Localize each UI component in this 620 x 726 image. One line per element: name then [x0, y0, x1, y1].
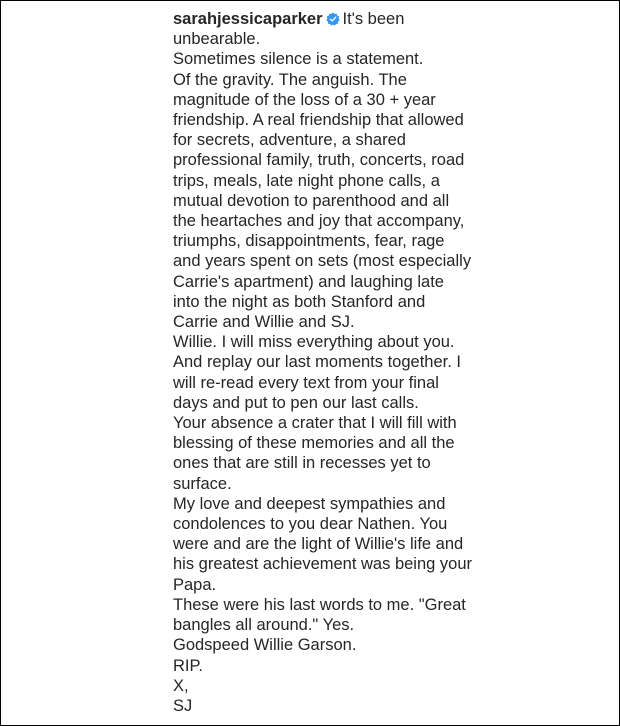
caption-line: And replay our last moments together. I	[173, 353, 461, 372]
caption-line: his greatest achievement was being your	[173, 555, 472, 574]
caption-line: X,	[173, 676, 189, 695]
caption-line: for secrets, adventure, a shared	[173, 131, 406, 150]
caption-line: triumphs, disappointments, fear, rage	[173, 232, 445, 251]
caption-line: My love and deepest sympathies and	[173, 494, 446, 513]
caption-line: Papa.	[173, 575, 217, 594]
caption-line: These were his last words to me. "Great	[173, 595, 466, 614]
caption-line: and years spent on sets (most especially	[173, 252, 472, 271]
caption-line: bangles all around." Yes.	[173, 616, 355, 635]
caption-line: condolences to you dear Nathen. You	[173, 515, 448, 534]
caption-line: the heartaches and joy that accompany,	[173, 212, 465, 231]
caption-line: Of the gravity. The anguish. The	[173, 70, 407, 89]
caption-line: Carrie and Willie and SJ.	[173, 313, 355, 332]
caption-first-line	[173, 9, 473, 29]
caption-first-text: It's been	[342, 10, 405, 28]
caption-line: were and are the light of Willie's life and	[173, 535, 464, 554]
caption-line: Carrie's apartment) and laughing late	[173, 272, 444, 291]
caption-line: mutual devotion to parenthood and all	[173, 191, 450, 210]
caption-line: ones that are still in recesses yet to	[173, 454, 431, 473]
caption-line: Sometimes silence is a statement.	[173, 50, 424, 69]
post-caption	[173, 9, 473, 716]
caption-line: blessing of these memories and all the	[173, 434, 455, 453]
username-link[interactable]: sarahjessicaparker	[173, 10, 323, 28]
caption-line: SJ	[173, 696, 193, 715]
caption-line: days and put to pen our last calls.	[173, 393, 419, 412]
caption-line: magnitude of the loss of a 30 + year	[173, 90, 436, 109]
caption-line: surface.	[173, 474, 232, 493]
caption-line: trips, meals, late night phone calls, a	[173, 171, 440, 190]
caption-line: Willie. I will miss everything about you.	[173, 333, 455, 352]
caption-body	[173, 29, 473, 716]
verified-badge-icon	[326, 12, 340, 26]
caption-line: friendship. A real friendship that allowed	[173, 111, 464, 130]
caption-line: Godspeed Willie Garson.	[173, 636, 357, 655]
caption-line: into the night as both Stanford and	[173, 292, 426, 311]
caption-line: RIP.	[173, 656, 203, 675]
caption-line: professional family, truth, concerts, road	[173, 151, 465, 170]
caption-line: Your absence a crater that I will fill with	[173, 414, 457, 433]
caption-line: will re-read every text from your final	[173, 373, 439, 392]
caption-line: unbearable.	[173, 30, 261, 49]
